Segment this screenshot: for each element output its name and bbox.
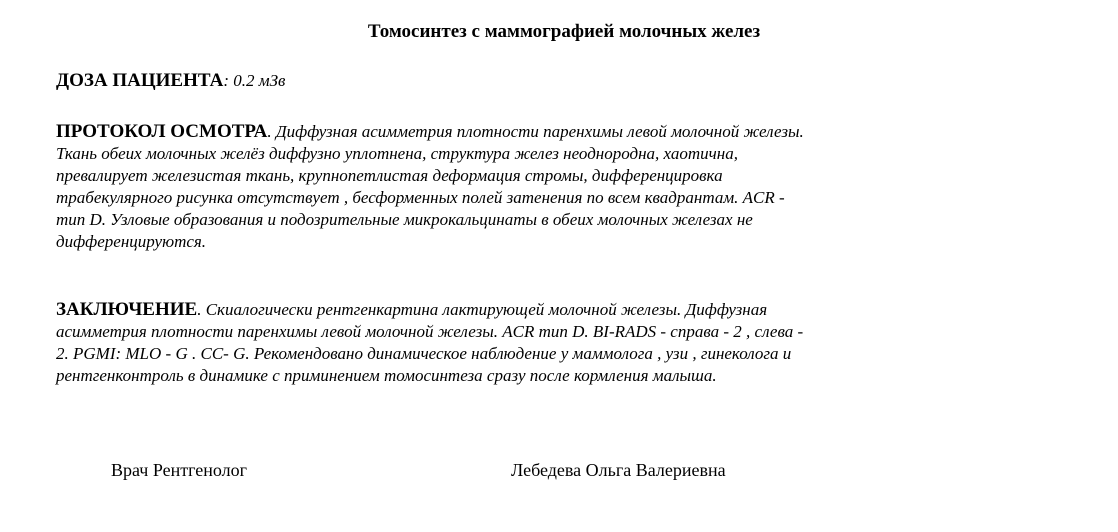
protocol-line: трабекулярного рисунка отсутствует , бесформенных полей затенения по всем квадрантам. ACR - (56, 188, 785, 207)
dose-label: ДОЗА ПАЦИЕНТА (56, 70, 224, 91)
protocol-line: дифференцируются. (56, 232, 207, 251)
dose-value: 0.2 мЗв (228, 71, 286, 90)
conclusion-line: асимметрия плотности паренхимы левой молочной железы. ACR тип D. BI-RADS - справа - 2 , слева - (56, 322, 804, 341)
report-title: Томосинтез с маммографией молочных желез (367, 21, 761, 42)
conclusion-label: ЗАКЛЮЧЕНИЕ (56, 299, 198, 320)
protocol-line: превалирует железистая ткань, крупнопетлистая деформация стромы, дифференцировка (56, 166, 723, 185)
patient-dose (56, 70, 1056, 92)
dose-separator: : (223, 71, 229, 90)
protocol-text: . Диффузная асимметрия плотности паренхимы левой молочной железы. (267, 122, 804, 141)
protocol-label: ПРОТОКОЛ ОСМОТРА (56, 121, 268, 142)
examination-protocol (56, 121, 1056, 253)
conclusion-text: . Скиалогически рентгенкартина лактирующей молочной железы. Диффузная (197, 300, 768, 319)
doctor-role: Врач Рентгенолог (111, 460, 247, 480)
conclusion-line (56, 299, 1056, 321)
protocol-line: тип D. Узловые образования и подозрительные микрокальцинаты в обеих молочных железах не (56, 210, 753, 229)
conclusion-line: рентгенконтроль в динамике с приминением томосинтеза сразу после кормления малыша. (56, 366, 717, 385)
conclusion (56, 299, 1056, 387)
doctor-name: Лебедева Ольга Валериевна (511, 460, 726, 480)
protocol-line (56, 121, 1056, 143)
protocol-line: Ткань обеих молочных желёз диффузно уплотнена, структура желез неоднородна, хаотична, (56, 144, 738, 163)
conclusion-line: 2. PGMI: MLO - G . CC- G. Рекомендовано динамическое наблюдение у маммолога , узи , гинеколога и (56, 344, 792, 363)
